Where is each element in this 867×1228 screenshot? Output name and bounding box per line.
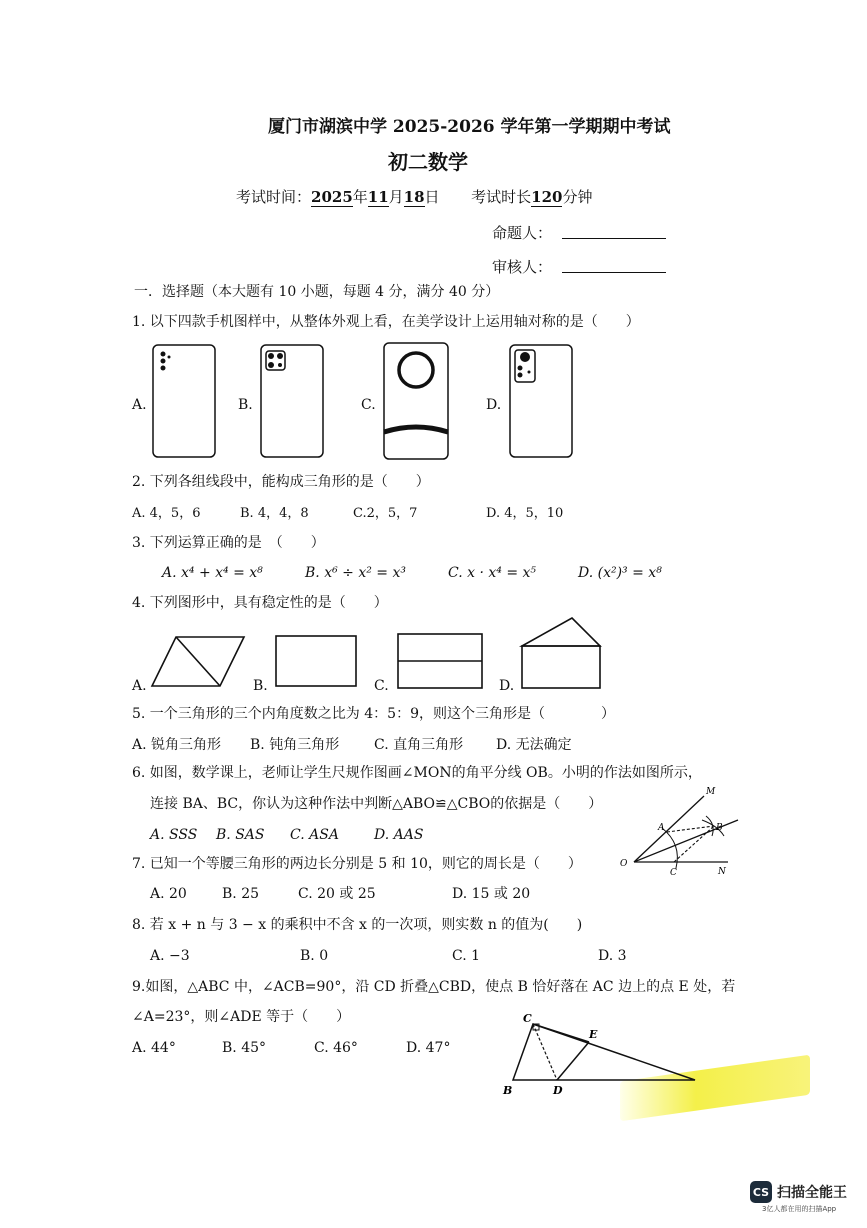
q5-option-c: C. 直角三角形 [374, 737, 464, 753]
q4-label-d: D. [499, 678, 515, 694]
q2-option-b: B. 4，4，8 [240, 506, 309, 521]
duration-prefix: 考试时长 [471, 188, 532, 206]
q9-label-d: D [553, 1084, 563, 1097]
phone-d-body [510, 345, 572, 457]
camscanner-tagline: 3亿人都在用的扫描App [762, 1205, 837, 1213]
q1-label-d: D. [486, 397, 502, 413]
q7-option-a: A. 20 [150, 886, 187, 902]
exam-year: 2025 [311, 188, 353, 206]
phone-b-lens-1 [268, 353, 274, 359]
q5-option-b: B. 钝角三角形 [250, 737, 340, 753]
phone-a-camera-1 [161, 352, 166, 357]
camscanner-logo-icon: CS [750, 1181, 772, 1203]
phone-a-camera-2 [161, 359, 166, 364]
q9-triangle-abc [513, 1024, 695, 1080]
duration-suffix: 分钟 [562, 188, 593, 206]
exam-month: 11 [367, 188, 389, 206]
q4-label-b: B. [253, 678, 268, 694]
q9-option-a: A. 44° [132, 1040, 176, 1056]
section1-heading: 一．选择题（本大题有 10 小题，每题 4 分，满分 40 分） [134, 284, 500, 300]
q1-label-a: A. [132, 397, 147, 413]
q8-option-a: A. −3 [150, 948, 190, 964]
q1-label-b: B. [238, 397, 253, 413]
reviewer-blank [562, 272, 666, 273]
q2-option-a: A. 4，5，6 [132, 506, 201, 521]
q3-option-b: B. x⁶ ÷ x² = x³ [305, 565, 406, 581]
phone-b-lens-2 [277, 353, 283, 359]
q2-stem: 2. 下列各组线段中，能构成三角形的是（ ） [132, 474, 430, 490]
phone-d-lens-4 [528, 371, 531, 374]
q4-d-roof [522, 618, 600, 646]
q3-option-a: A. x⁴ + x⁴ = x⁸ [162, 565, 263, 581]
phone-b-figure [258, 342, 328, 460]
q9-stem-line1: 9.如图，△ABC 中，∠ACB=90°，沿 CD 折叠△CBD，使点 B 恰好落在 AC 边上的点 E 处，若 [132, 979, 736, 995]
day-char: 日 [424, 188, 440, 206]
q6-option-a: A. SSS [150, 827, 198, 843]
phone-d-lens-2 [518, 366, 523, 371]
month-char: 月 [388, 188, 404, 206]
q3-option-d: D. (x²)³ = x⁸ [578, 565, 662, 581]
q9-label-b: B [503, 1084, 513, 1097]
q6-label-a: A [658, 823, 665, 833]
q9-seg-de [557, 1042, 589, 1080]
q9-figure [495, 1010, 705, 1100]
q8-stem: 8. 若 x + n 与 3 − x 的乘积中不含 x 的一次项，则实数 n 的值为( ) [132, 917, 583, 933]
q3-option-c: C. x · x⁴ = x⁵ [448, 565, 537, 581]
q5-option-d: D. 无法确定 [496, 737, 572, 753]
q9-seg-ce [533, 1024, 589, 1042]
q7-stem: 7. 已知一个等腰三角形的两边长分别是 5 和 10，则它的周长是（ ） [132, 856, 582, 872]
q8-option-d: D. 3 [598, 948, 627, 964]
q6-seg-ab [667, 826, 714, 832]
exam-date-label: 考试时间： [236, 188, 312, 206]
q3-stem: 3. 下列运算正确的是 （ ） [132, 535, 325, 551]
q4-b-outline [276, 636, 356, 686]
author-blank [562, 238, 666, 239]
q6-option-c: C. ASA [290, 827, 339, 843]
q1-label-c: C. [361, 397, 376, 413]
q4-figure-c-rectangle [396, 632, 486, 692]
phone-c-body [384, 343, 448, 459]
phone-a-camera-3 [161, 366, 166, 371]
q5-stem: 5. 一个三角形的三个内角度数之比为 4：5：9，则这个三角形是（ ） [132, 706, 615, 722]
q6-label-m: M [706, 787, 716, 797]
q9-option-d: D. 47° [406, 1040, 451, 1056]
phone-d-lens-1 [520, 352, 530, 362]
phone-c-figure [381, 340, 451, 462]
phone-d-figure [507, 342, 577, 460]
author-label: 命题人： [492, 224, 553, 242]
q7-option-d: D. 15 或 20 [452, 886, 531, 902]
q6-label-c: C [670, 868, 677, 878]
duration-value: 120 [531, 188, 563, 206]
q9-label-c: C [523, 1012, 532, 1025]
q7-option-b: B. 25 [222, 886, 260, 902]
subject-title: 初二数学 [388, 150, 468, 174]
q2-option-c: C.2，5，7 [353, 506, 418, 521]
phone-a-camera-4 [168, 356, 171, 359]
q9-label-e: E [589, 1028, 598, 1041]
exam-info-line [236, 186, 592, 207]
q8-option-c: C. 1 [452, 948, 481, 964]
phone-b-body [261, 345, 323, 457]
phone-c-band [384, 427, 448, 432]
phone-b-camera-module [266, 351, 285, 370]
exam-title: 厦门市湖滨中学 2025-2026 学年第一学期期中考试 [268, 117, 671, 137]
q4-label-c: C. [374, 678, 389, 694]
q6-option-b: B. SAS [216, 827, 265, 843]
q7-option-c: C. 20 或 25 [298, 886, 376, 902]
q8-option-b: B. 0 [300, 948, 329, 964]
q9-stem-line2: ∠A=23°，则∠ADE 等于（ ） [132, 1009, 351, 1025]
q6-option-d: D. AAS [374, 827, 424, 843]
q4-label-a: A. [132, 678, 147, 694]
q6-label-b: B [716, 823, 723, 833]
phone-b-lens-3 [268, 362, 274, 368]
q5-option-a: A. 锐角三角形 [132, 737, 222, 753]
q6-stem-line1: 6. 如图，数学课上，老师让学生尺规作图画∠MON的角平分线 OB。小明的作法如图所示， [132, 765, 702, 781]
q4-stem: 4. 下列图形中，具有稳定性的是（ ） [132, 595, 388, 611]
q6-label-o: O [620, 859, 628, 869]
phone-a-figure [150, 342, 220, 460]
camscanner-brand: 扫描全能王 [777, 1185, 847, 1201]
q6-label-n: N [718, 867, 726, 877]
q1-stem: 1. 以下四款手机图样中，从整体外观上看，在美学设计上运用轴对称的是（ ） [132, 314, 640, 330]
q6-figure [612, 787, 742, 880]
q9-option-b: B. 45° [222, 1040, 267, 1056]
phone-d-lens-3 [518, 373, 523, 378]
q9-option-c: C. 46° [314, 1040, 358, 1056]
q4-figure-b-rectangle [274, 634, 360, 690]
phone-b-lens-4 [278, 363, 282, 367]
q4-d-body [522, 646, 600, 688]
q4-a-diagonal [176, 637, 220, 686]
phone-c-camera-ring [399, 353, 433, 387]
q9-seg-cd [533, 1024, 557, 1080]
year-char: 年 [352, 188, 368, 206]
q4-figure-d-house [520, 616, 604, 692]
reviewer-label: 审核人： [492, 258, 553, 276]
q6-stem-line2: 连接 BA、BC，你认为这种作法中判断△ABO≌△CBO的依据是（ ） [150, 796, 603, 812]
q2-option-d: D. 4，5，10 [486, 506, 564, 521]
q4-figure-a-parallelogram [150, 634, 250, 690]
exam-day: 18 [403, 188, 425, 206]
